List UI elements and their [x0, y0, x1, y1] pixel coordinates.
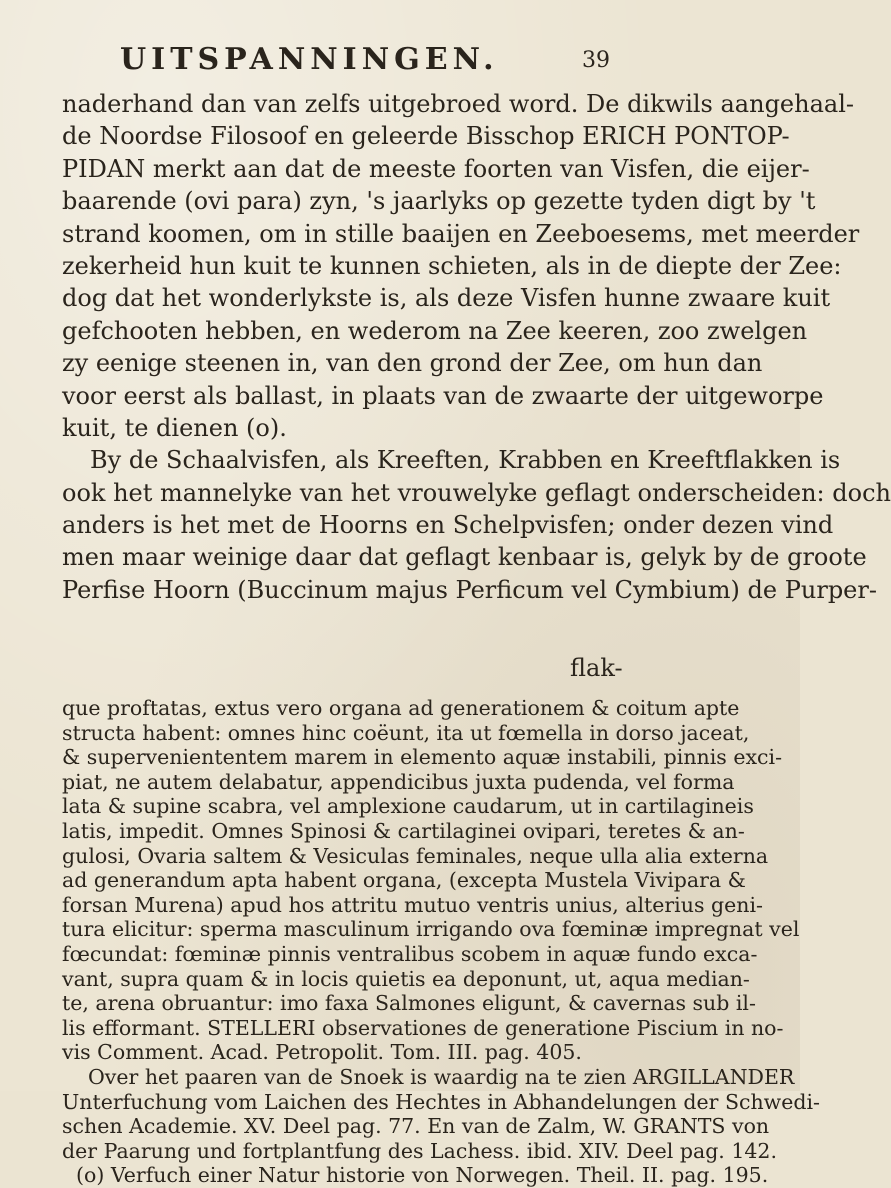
footnote-line: latis, impedit. Omnes Spinosi & cartilaginei ovipari, teretes & an- — [62, 818, 745, 843]
text-line: voor eerst als ballast, in plaats van de zwaarte der uitgeworpe — [62, 381, 824, 410]
footnote-line: & superveniententem marem in elemento aquæ instabili, pinnis exci- — [62, 745, 782, 770]
footnote-line: Unterfuchung vom Laichen des Hechtes in Abhandelungen der Schwedi- — [62, 1089, 820, 1114]
footnote-line: te, arena obruantur: imo faxa Salmones eligunt, & cavernas sub il- — [62, 991, 756, 1016]
footnote-line: lis efformant. STELLERI observationes de generatione Piscium in no- — [62, 1015, 784, 1040]
catchword: flak- — [570, 654, 623, 682]
footnote-line: vant, supra quam & in locis quietis ea deponunt, ut, aqua median- — [62, 966, 750, 991]
text-line: zy eenige steenen in, van den grond der Zee, om hun dan — [62, 349, 763, 378]
text-line: baarende (ovi para) zyn, 's jaarlyks op gezette tyden digt by 't — [62, 187, 816, 216]
footnote-line: der Paarung und fortplantfung des Lachess. ibid. XIV. Deel pag. 142. — [62, 1138, 777, 1163]
text-line: zekerheid hun kuit te kunnen schieten, als in de diepte der Zee: — [62, 251, 842, 280]
page-header — [120, 42, 610, 78]
text-line: dog dat het wonderlykste is, als deze Visfen hunne zwaare kuit — [62, 284, 831, 313]
text-line: strand koomen, om in stille baaijen en Zeeboesems, met meerder — [62, 219, 860, 248]
footnote-line: piat, ne autem delabatur, appendicibus juxta pudenda, vel forma — [62, 769, 735, 794]
footnote-line: Over het paaren van de Snoek is waardig na te zien ARGILLANDER — [88, 1064, 795, 1089]
text-line: anders is het met de Hoorns en Schelpvisfen; onder dezen vind — [62, 511, 834, 540]
text-line: naderhand dan van zelfs uitgebroed word. De dikwils aangehaal- — [62, 90, 854, 118]
footnote-line: schen Academie. XV. Deel pag. 77. En van de Zalm, W. GRANTS von — [62, 1114, 770, 1139]
main-text — [62, 88, 891, 606]
footnote-line: vis Comment. Acad. Petropolit. Tom. III. pag. 405. — [62, 1040, 582, 1065]
running-head: UITSPANNINGEN. — [120, 42, 499, 77]
footnote-line: fœcundat: fœminæ pinnis ventralibus scobem in aquæ fundo exca- — [62, 941, 758, 966]
text-line: ook het mannelyke van het vrouwelyke geflagt onderscheiden: doch — [62, 478, 891, 507]
footnote-line: forsan Murena) apud hos attritu mutuo ventris unius, alterius geni- — [62, 892, 763, 917]
page-number: 39 — [582, 48, 610, 73]
footnote-line: que proftatas, extus vero organa ad generationem & coitum apte — [62, 696, 740, 720]
text-line: PIDAN merkt aan dat de meeste foorten van Visfen, die eijer- — [62, 154, 810, 183]
footnotes — [62, 696, 820, 1188]
footnote-line: tura elicitur: sperma masculinum irrigando ova fœminæ impregnat vel — [62, 917, 800, 942]
text-line: kuit, te dienen (o). — [62, 413, 287, 442]
text-line: Perfise Hoorn (Buccinum majus Perficum vel Cymbium) de Purper- — [62, 575, 877, 604]
footnote-line: ad generandum apta habent organa, (excepta Mustela Vivipara & — [62, 868, 746, 893]
footnote-line: gulosi, Ovaria saltem & Vesiculas feminales, neque ulla alia externa — [62, 843, 769, 868]
footnote-line: (o) Verfuch einer Natur historie von Norwegen. Theil. II. pag. 195. — [76, 1163, 769, 1188]
footnote-line: structa habent: omnes hinc coëunt, ita ut fœmella in dorso jaceat, — [62, 720, 750, 745]
text-line: gefchooten hebben, en wederom na Zee keeren, zoo zwelgen — [62, 316, 808, 345]
footnote-line: lata & supine scabra, vel amplexione caudarum, ut in cartilagineis — [62, 794, 754, 819]
text-line: men maar weinige daar dat geflagt kenbaar is, gelyk by de groote — [62, 543, 867, 572]
text-line: By de Schaalvisfen, als Kreeften, Krabben en Kreeftflakken is — [90, 446, 841, 475]
text-line: de Noordse Filosoof en geleerde Bisschop ERICH PONTOP- — [62, 122, 790, 151]
